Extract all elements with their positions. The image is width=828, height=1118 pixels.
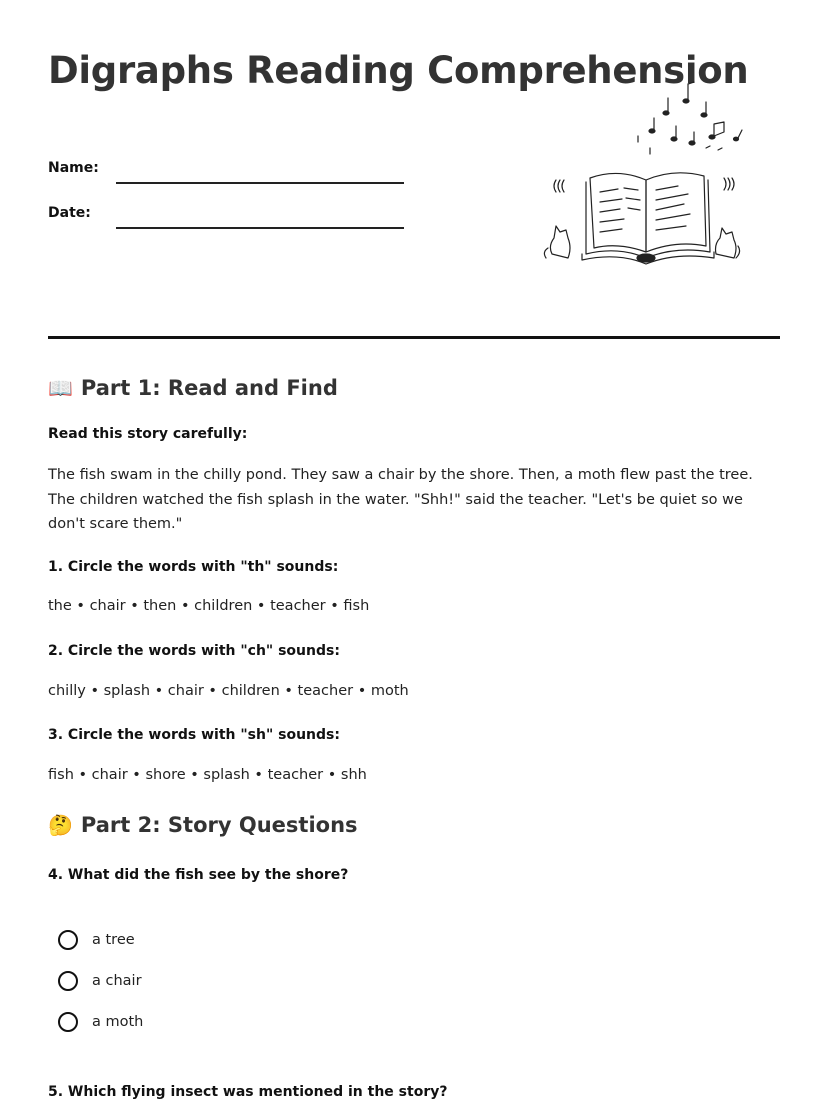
question-2-prompt: 2. Circle the words with "ch" sounds: bbox=[48, 643, 340, 659]
part1-heading-text: Part 1: Read and Find bbox=[80, 376, 338, 400]
section-divider bbox=[48, 336, 780, 339]
question-1-prompt: 1. Circle the words with "th" sounds: bbox=[48, 559, 339, 575]
radio-circle[interactable] bbox=[58, 971, 78, 991]
question-3-words[interactable]: fish • chair • shore • splash • teacher • shh bbox=[48, 767, 367, 783]
question-4-option-c[interactable] bbox=[58, 1012, 143, 1032]
option-label: a tree bbox=[92, 932, 135, 948]
name-label: Name: bbox=[48, 160, 99, 176]
part2-heading-text: Part 2: Story Questions bbox=[80, 813, 358, 837]
thinking-face-icon: 🤔 bbox=[48, 813, 73, 837]
date-label: Date: bbox=[48, 205, 91, 221]
question-1-words[interactable]: the • chair • then • children • teacher • fish bbox=[48, 598, 370, 614]
question-4-option-a[interactable] bbox=[58, 930, 135, 950]
book-music-illustration bbox=[538, 76, 743, 268]
radio-circle[interactable] bbox=[58, 930, 78, 950]
question-2-words[interactable]: chilly • splash • chair • children • teacher • moth bbox=[48, 683, 409, 699]
page-title: Digraphs Reading Comprehension bbox=[48, 49, 749, 92]
name-field bbox=[48, 160, 404, 176]
question-5-prompt: 5. Which flying insect was mentioned in the story? bbox=[48, 1084, 448, 1100]
question-4-option-b[interactable] bbox=[58, 971, 142, 991]
option-label: a moth bbox=[92, 1014, 144, 1030]
date-input-line[interactable] bbox=[116, 213, 404, 229]
part1-heading bbox=[48, 376, 338, 400]
open-book-icon: 📖 bbox=[48, 376, 73, 400]
radio-circle[interactable] bbox=[58, 1012, 78, 1032]
date-field bbox=[48, 205, 404, 221]
part2-heading bbox=[48, 813, 358, 837]
name-input-line[interactable] bbox=[116, 168, 404, 184]
story-text: The fish swam in the chilly pond. They saw a chair by the shore. Then, a moth flew past the tree. The children watched the fish splash in the water. "Shh!" said the teacher. "Let's be quiet so we don't scare them." bbox=[48, 467, 753, 532]
option-label: a chair bbox=[92, 973, 142, 989]
question-4-prompt: 4. What did the fish see by the shore? bbox=[48, 867, 349, 883]
story-instruction: Read this story carefully: bbox=[48, 426, 248, 442]
question-3-prompt: 3. Circle the words with "sh" sounds: bbox=[48, 727, 340, 743]
